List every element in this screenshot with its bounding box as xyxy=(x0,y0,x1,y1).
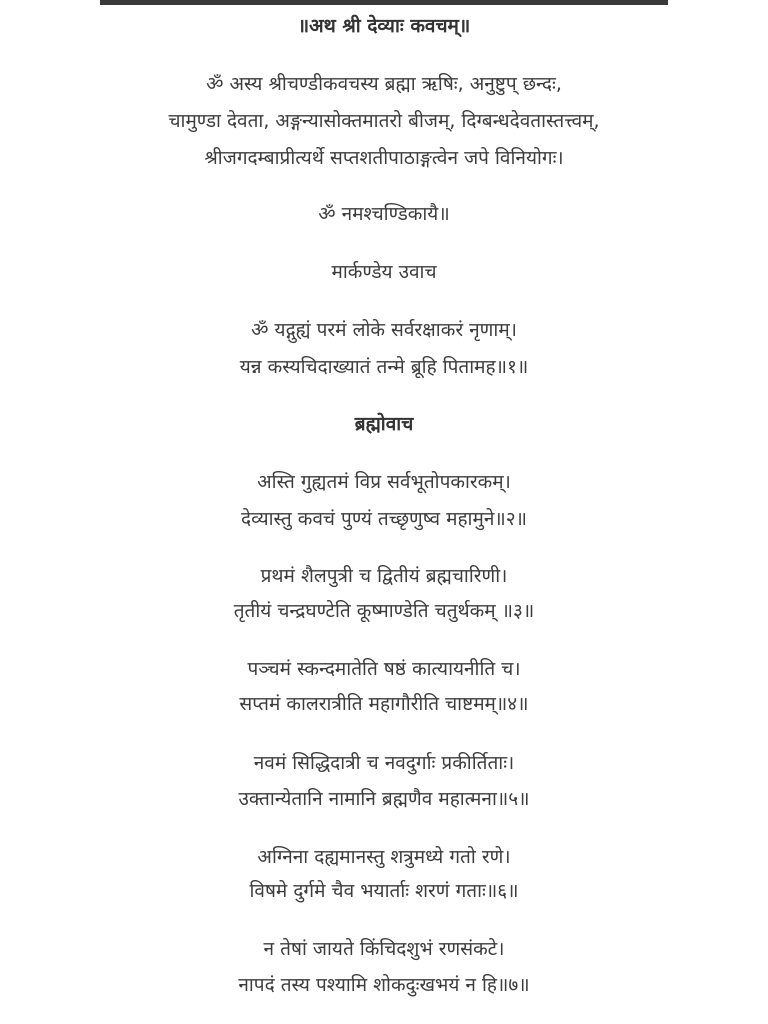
viniyoga-line-2: चामुण्डा देवता, अङ्गन्यासोक्तमातरो बीजम्, दिग्बन्धदेवतास्तत्त्वम्, xyxy=(168,110,600,132)
verse-6-line-2: विषमे दुर्गमे चैव भयार्ताः शरणं गताः॥६॥ xyxy=(249,880,519,902)
verse-7-line-1: न तेषां जायते किंचिदशुभं रणसंकटे। xyxy=(263,938,505,960)
brahma-uvacha: ब्रह्मोवाच xyxy=(354,413,414,435)
verse-1-line-2: यन्न कस्यचिदाख्यातं तन्मे ब्रूहि पितामह॥१॥ xyxy=(239,356,529,378)
viniyoga-line-3: श्रीजगदम्बाप्रीत्यर्थे सप्तशतीपाठाङ्गत्वेन जपे विनियोगः। xyxy=(204,147,564,169)
verse-5-line-1: नवमं सिद्धिदात्री च नवदुर्गाः प्रकीर्तिताः। xyxy=(253,752,515,774)
invocation: ॐ नमश्चण्डिकायै॥ xyxy=(318,203,450,225)
verse-2-line-2: देव्यास्तु कवचं पुण्यं तच्छृणुष्व महामुने॥२॥ xyxy=(240,508,528,530)
markandeya-uvacha: मार्कण्डेय उवाच xyxy=(331,261,437,283)
verse-4-line-2: सप्तमं कालरात्रीति महागौरीति चाष्टमम्॥४॥ xyxy=(239,693,529,715)
viniyoga-line-1: ॐ अस्य श्रीचण्डीकवचस्य ब्रह्मा ऋषिः, अनुष्टुप् छन्दः, xyxy=(206,73,562,95)
verse-1-line-1: ॐ यद्गुह्यं परमं लोके सर्वरक्षाकरं नृणाम्। xyxy=(251,319,517,341)
kavacham-text xyxy=(100,0,668,1024)
verse-7-line-2: नापदं तस्य पश्यामि शोकदुःखभयं न हि॥७॥ xyxy=(238,974,530,996)
verse-6-line-1: अग्निना दह्यमानस्तु शत्रुमध्ये गतो रणे। xyxy=(257,846,511,868)
verse-2-line-1: अस्ति गुह्यतमं विप्र सर्वभूतोपकारकम्। xyxy=(257,471,511,493)
verse-4-line-1: पञ्चमं स्कन्दमातेति षष्ठं कात्यायनीति च। xyxy=(247,658,521,680)
verse-3-line-1: प्रथमं शैलपुत्री च द्वितीयं ब्रह्मचारिणी। xyxy=(260,565,508,587)
verse-3-line-2: तृतीयं चन्द्रघण्टेति कूष्माण्डेति चतुर्थकम् ॥३॥ xyxy=(233,600,535,622)
page-title: ॥अथ श्री देव्याः कवचम्॥ xyxy=(297,15,471,37)
verse-5-line-2: उक्तान्येतानि नामानि ब्रह्मणैव महात्मना॥५॥ xyxy=(238,788,530,810)
